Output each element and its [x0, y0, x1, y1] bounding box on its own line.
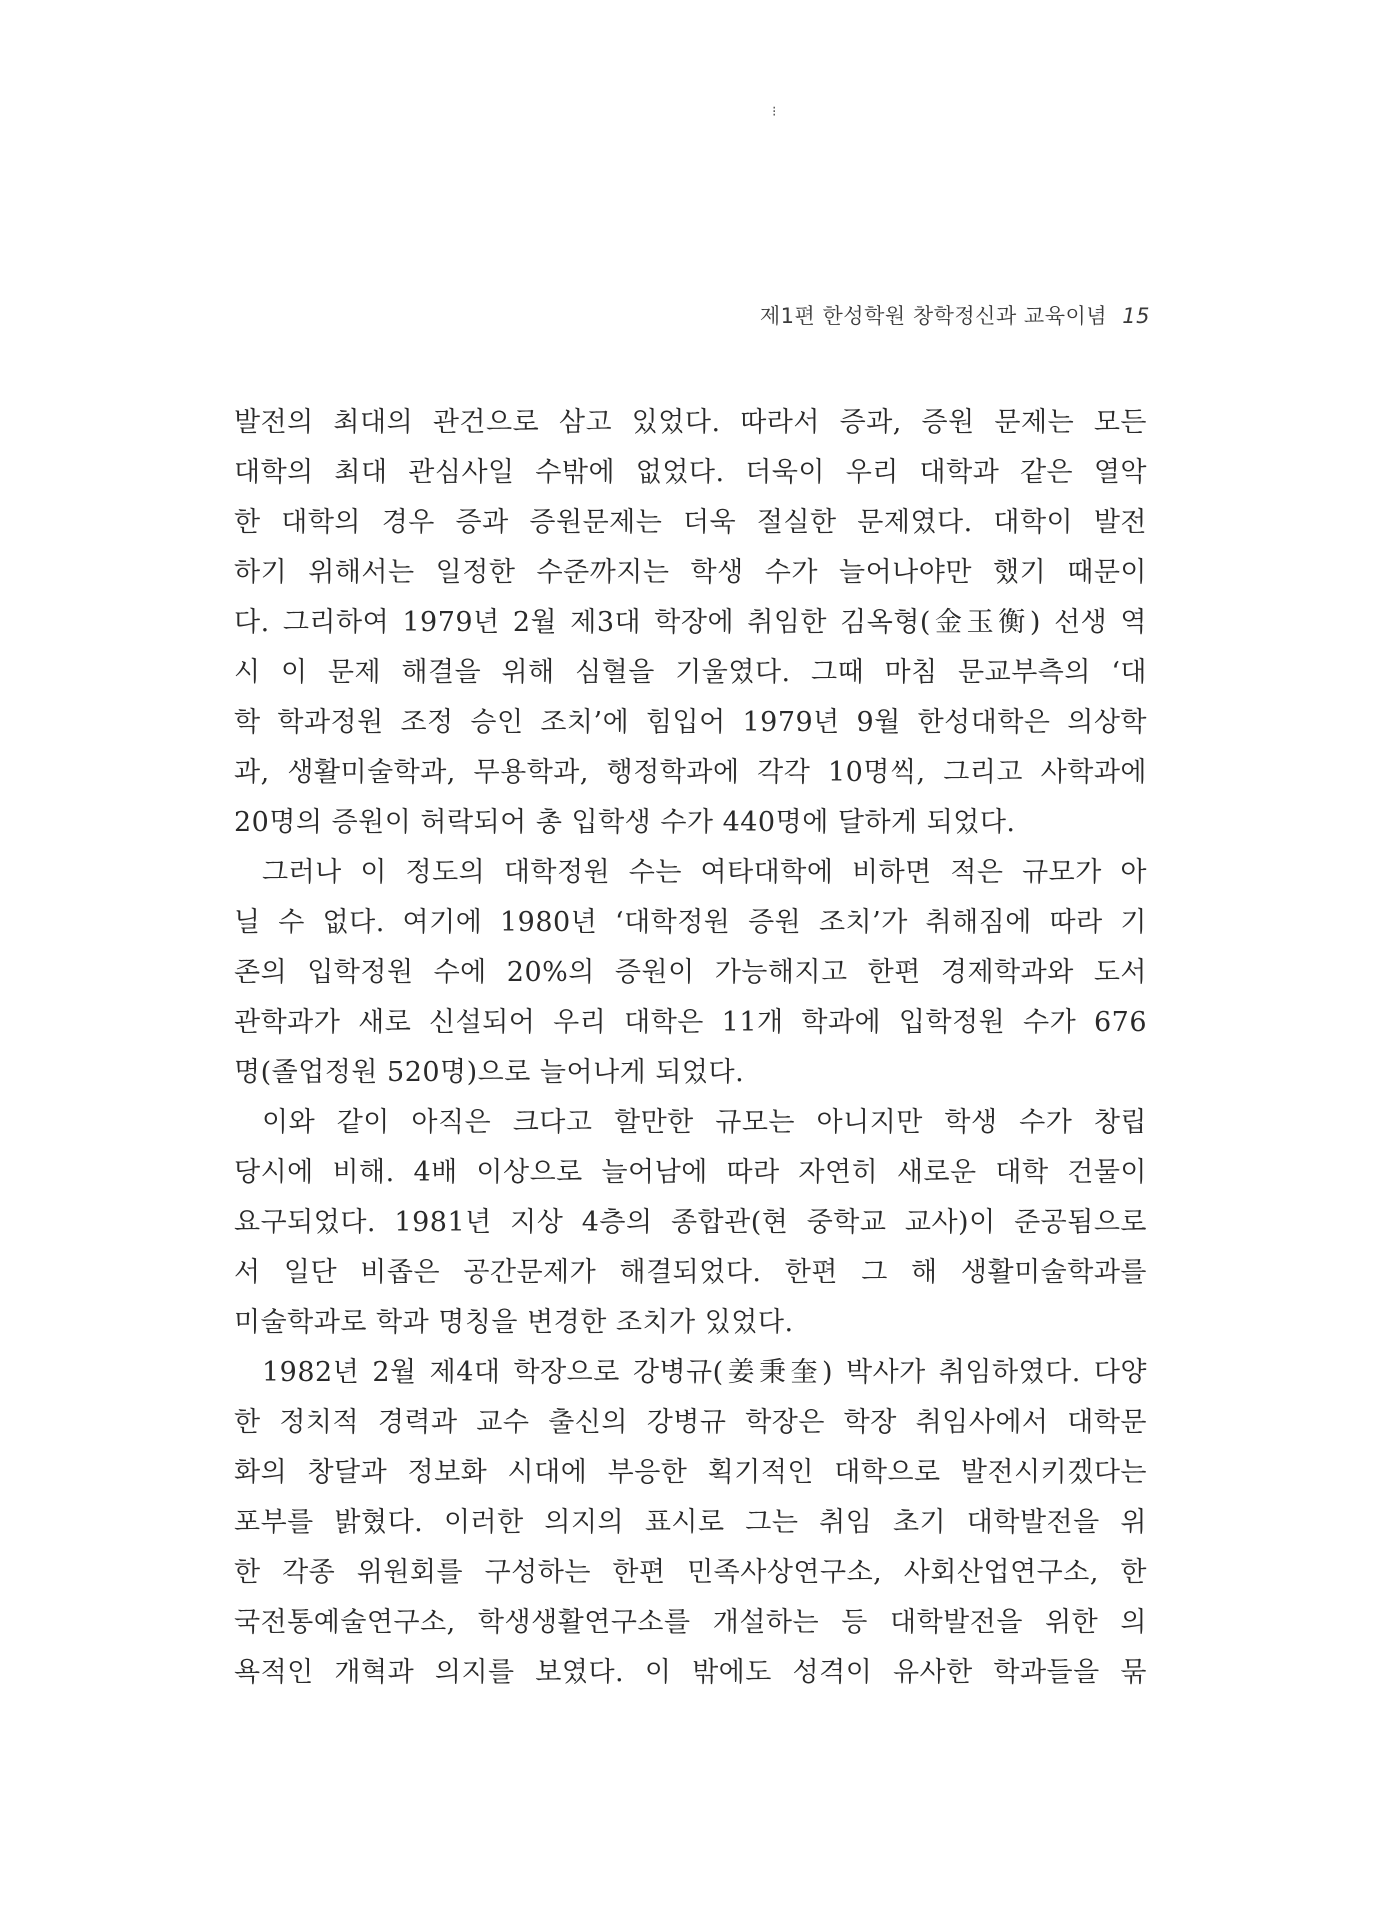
- text-line: 학 학과정원 조정 승인 조치’에 힘입어 1979년 9월 한성대학은 의상학: [234, 707, 1147, 738]
- text-line: 미술학과로 학과 명칭을 변경한 조치가 있었다.: [234, 1307, 794, 1338]
- text-line: 한 대학의 경우 증과 증원문제는 더욱 절실한 문제였다. 대학이 발전: [234, 507, 1147, 538]
- page-number: 15: [1122, 304, 1150, 328]
- text-line: 20명의 증원이 허락되어 총 입학생 수가 440명에 달하게 되었다.: [234, 807, 1016, 838]
- text-line: 발전의 최대의 관건으로 삼고 있었다. 따라서 증과, 증원 문제는 모든: [234, 407, 1147, 438]
- text-line: 관학과가 새로 신설되어 우리 대학은 11개 학과에 입학정원 수가 676: [234, 1007, 1147, 1038]
- text-line: 포부를 밝혔다. 이러한 의지의 표시로 그는 취임 초기 대학발전을 위: [234, 1507, 1147, 1538]
- scan-speck: ⁝: [772, 104, 777, 120]
- text-line: 대학의 최대 관심사일 수밖에 없었다. 더욱이 우리 대학과 같은 열악: [234, 457, 1147, 488]
- paragraph: [234, 848, 1147, 1098]
- text-line: 서 일단 비좁은 공간문제가 해결되었다. 한편 그 해 생활미술학과를: [234, 1257, 1147, 1288]
- text-line: 다. 그리하여 1979년 2월 제3대 학장에 취임한 김옥형(金玉衡) 선생 역: [234, 607, 1147, 638]
- chapter-title: 제1편 한성학원 창학정신과 교육이념: [759, 304, 1108, 328]
- running-header: [760, 300, 1150, 330]
- body-text: [234, 398, 1147, 1698]
- text-line: 명(졸업정원 520명)으로 늘어나게 되었다.: [234, 1057, 745, 1088]
- text-line: 과, 생활미술학과, 무용학과, 행정학과에 각각 10명씩, 그리고 사학과에: [234, 757, 1147, 788]
- text-line: 화의 창달과 정보화 시대에 부응한 획기적인 대학으로 발전시키겠다는: [234, 1457, 1147, 1488]
- text-line: 존의 입학정원 수에 20%의 증원이 가능해지고 한편 경제학과와 도서: [234, 957, 1147, 988]
- text-line: 한 각종 위원회를 구성하는 한편 민족사상연구소, 사회산업연구소, 한: [234, 1557, 1147, 1588]
- text-line: 이와 같이 아직은 크다고 할만한 규모는 아니지만 학생 수가 창립: [262, 1107, 1147, 1138]
- paragraph: [234, 1098, 1147, 1348]
- text-line: 욕적인 개혁과 의지를 보였다. 이 밖에도 성격이 유사한 학과들을 묶: [234, 1657, 1147, 1688]
- text-line: 그러나 이 정도의 대학정원 수는 여타대학에 비하면 적은 규모가 아: [262, 857, 1147, 888]
- text-line: 시 이 문제 해결을 위해 심혈을 기울였다. 그때 마침 문교부측의 ‘대: [234, 657, 1147, 688]
- text-line: 당시에 비해. 4배 이상으로 늘어남에 따라 자연히 새로운 대학 건물이: [234, 1157, 1147, 1188]
- text-line: 1982년 2월 제4대 학장으로 강병규(姜秉奎) 박사가 취임하였다. 다양: [262, 1357, 1147, 1388]
- text-line: 하기 위해서는 일정한 수준까지는 학생 수가 늘어나야만 했기 때문이: [234, 557, 1147, 588]
- text-line: 닐 수 없다. 여기에 1980년 ‘대학정원 증원 조치’가 취해짐에 따라 기: [234, 907, 1147, 938]
- paragraph: [234, 398, 1147, 848]
- text-line: 요구되었다. 1981년 지상 4층의 종합관(현 중학교 교사)이 준공됨으로: [234, 1207, 1147, 1238]
- text-line: 국전통예술연구소, 학생생활연구소를 개설하는 등 대학발전을 위한 의: [234, 1607, 1147, 1638]
- paragraph: [234, 1348, 1147, 1698]
- text-line: 한 정치적 경력과 교수 출신의 강병규 학장은 학장 취임사에서 대학문: [234, 1407, 1147, 1438]
